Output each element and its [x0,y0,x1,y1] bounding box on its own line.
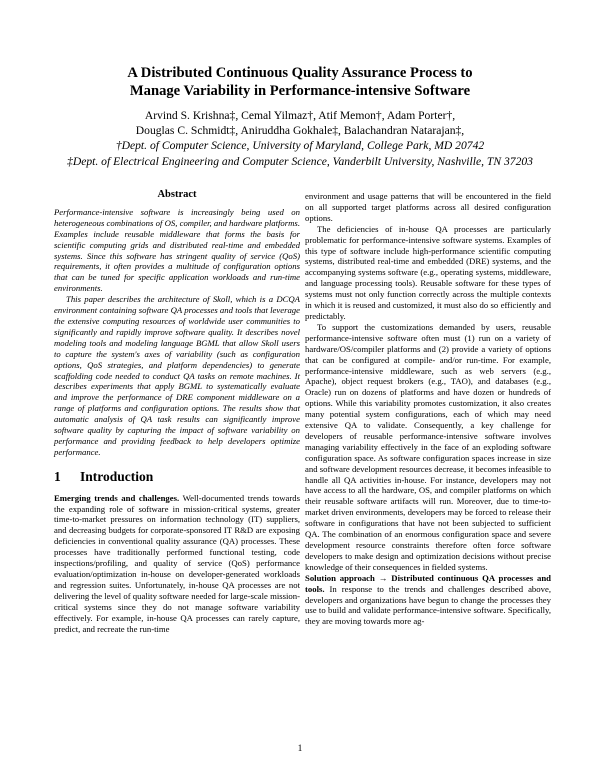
intro-paragraph-1-text: Well-documented trends towards the expanding role of software in mission-critical systems, greater time-to-market pressures on information technology (IT) suppliers, and decreasing budgets for corporate-sponsored IT R&D are exposing deficiencies in conventional quality assurance (QA) processes. These processes have traditionally performed functional testing, code inspections/profiling, and quality of service (QoS) performance evaluation/optimization in-house on developer-generated workloads and regression suites. Unfortunately, in-house QA processes are not delivering the level of quality software needed for large-scale mission-critical systems since they do not manage software variability effectively. For example, in-house QA processes can rarely capture, predict, and recreate the run-time [54,492,300,634]
section-heading-introduction [54,468,300,484]
right-paragraph-1: The deficiencies of in-house QA processes are particularly problematic for performance-intensive software systems. Examples of this type of software include high-performance scientific computing systems, distributed real-time and embedded (DRE) systems, and the accompanying systems software (e.g., operating systems, middleware, and language processing tools). Reusable software for these types of systems must not only function correctly across the multiple contexts in which it is reused and customized, it must also do so efficiently and predictably. [305,223,551,321]
title-line-2: Manage Variability in Performance-intensive Software [129,83,471,99]
page-number: 1 [297,744,303,754]
affiliation-1: †Dept. of Computer Science, University of Maryland, College Park, MD 20742 [115,139,485,153]
section-number: 1 [54,468,61,484]
author-line-2: Douglas C. Schmidt‡, Aniruddha Gokhale‡, Balachandran Natarajan‡, [135,124,465,138]
right-column [305,191,551,627]
runin-heading-solution: Solution approach → Distributed continuous QA processes and tools. [305,572,551,594]
runin-heading: Emerging trends and challenges. [54,492,180,503]
affiliation-2: ‡Dept. of Electrical Engineering and Computer Science, Vanderbilt University, Nashville, TN 37203 [67,154,533,168]
title-line-1: A Distributed Continuous Quality Assurance Process to [127,65,473,81]
abstract-paragraph-1: Performance-intensive software is increasingly being used on heterogeneous combinations of OS, compiler, and hardware platforms. Examples include reusable middleware that forms the basis for scientific computing grids and distributed real-time and embedded systems. Since this software has stringent quality of service (QoS) requirements, it often provides a multitude of configuration options that can be tuned for specific application workloads and run-time environments. [54,206,300,294]
left-column [54,190,300,634]
right-paragraph-2: To support the customizations demanded by users, reusable performance-intensive software often must (1) run on a variety of hardware/OS/compiler platforms and (2) provide a variety of options that can be configured at compile- and/or run-time. For example, performance-intensive middleware, such as web servers (e.g., Apache), object request brokers (e.g., TAO), and databases (e.g., Oracle) run on dozens of platforms and have dozen or hundreds of options. While this variability promotes customization, it also creates many potential system configurations, each of which may need extensive QA to validate. Consequently, a key challenge for developers of reusable performance-intensive software involves managing variability effectively in the face of an exploding software configuration space. As software configuration spaces increase in size and software development resources decrease, it becomes infeasible to handle all QA activities in-house. For instance, developers may not have access to all the hardware, OS, and compiler platforms on which their reusable software artifacts will run. Moreover, due to time-to-market driven environments, developers may be forced to release their software in configurations that have not been subjected to sufficient QA. The combination of an enormous configuration space and severe development resource constraints therefore often force software developers to make design and optimization decisions without precise knowledge of their consequences in fielded systems. [305,321,551,572]
intro-paragraph-1 [54,493,300,635]
right-paragraph-0: environment and usage patterns that will be encountered in the field on all supported target platforms across all desired configuration options. [305,191,551,223]
author-block [0,108,600,169]
abstract-paragraph-2: This paper describes the architecture of Skoll, which is a DCQA environment containing software QA processes and tools that leverage the extensive computing resources of worldwide user communities to significantly and rapidly improve software quality. It describes novel modeling tools and modeling language BGML that allow Skoll users to capture the system's axes of variability (such as configuration options, QoS strategies, and platform dependencies) to generate scaffolding code needed to conduct QA tasks on remote machines. It describes experiments that apply BGML to systematically evaluate and improve the performance of DRE component middleware on a range of platforms and configuration options. The results show that automatic analysis of QA task results can significantly improve software quality by capturing the impact of software variability on performance and providing feedback to help developers optimize performance. [54,294,300,457]
abstract-heading: Abstract [157,189,197,200]
section-title: Introduction [80,468,154,484]
right-paragraph-3 [305,573,551,628]
right-paragraph-3-text: In response to the trends and challenges described above, developers and organizations have begun to change the processes they use to build and validate performance-intensive software. Specifically, they are moving towards more ag- [305,583,551,627]
paper-title [0,64,600,100]
author-line-1: Arvind S. Krishna‡, Cemal Yilmaz†, Atif Memon†, Adam Porter†, [144,109,456,122]
